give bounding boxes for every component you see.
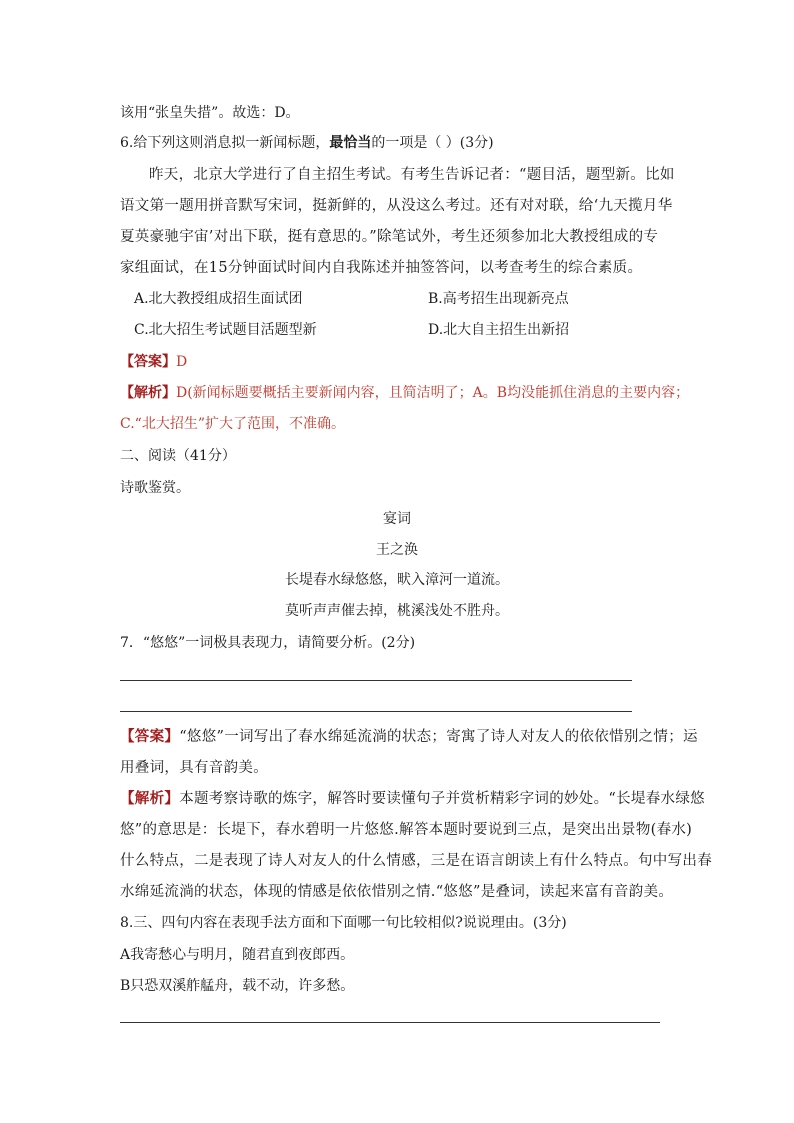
analysis-7-line-4: 水绵延流淌的状态，体现的情感是依依惜别之情.“悠悠”是叠词，读起来富有音韵美。 [120, 884, 674, 900]
analysis-7-text: 本题考察诗歌的炼字，解答时要读懂句子并赏析精彩字词的妙处。“长堤春水绿悠 [179, 791, 705, 807]
option-b: B.高考招生出现新亮点 [428, 291, 569, 307]
poem-line-2: 莫听声声催去掉，桃溪浅处不胜舟。 [285, 603, 509, 619]
option-a: A.北大教授组成招生面试团 [134, 291, 303, 307]
poem-author: 王之涣 [376, 542, 418, 558]
answer-7-text: “悠悠”一词写出了春水绵延流淌的状态；寄寓了诗人对友人的依依惜别之情；运 [179, 729, 698, 745]
line-prev-answer: 该用“张皇失措”。故选：D。 [120, 105, 300, 121]
answer-line-3 [120, 1022, 660, 1023]
answer-7-line-1 [120, 727, 698, 747]
q6-prefix: 6.给下列这则消息拟一新闻标题， [120, 135, 330, 151]
analysis-text: D(新闻标题要概括主要新闻内容，且简洁明了；A。B均没能抓住消息的主要内容； [176, 385, 690, 401]
answer-6 [120, 352, 187, 372]
analysis-7-line-2: 悠”的意思是：长堤下，春水碧明一片悠悠.解答本题时要说到三点，是突出出景物(春水) [120, 822, 693, 838]
poem-title: 宴词 [383, 511, 411, 527]
analysis-6-line-2: C.“北大招生”扩大了范围，不准确。 [120, 416, 345, 432]
passage-line-2: 语文第一题用拼音默写宋词，挺新鲜的，从没这么考过。还有对对联，给‘九天揽月华 [120, 198, 673, 214]
answer-value: D [176, 354, 188, 370]
answer-tag: 【答案】 [120, 354, 176, 370]
poem-line-1: 长堤春水绿悠悠，畎入漳河一道流。 [285, 572, 509, 588]
passage-line-3: 夏英豪驰宇宙’对出下联，挺有意思的。”除笔试外，考生还须参加北大教授组成的专 [120, 229, 659, 245]
question-8: 8.三、四句内容在表现手法方面和下面哪一句比较相似?说说理由。(3分) [120, 915, 567, 931]
analysis-7-line-1 [120, 789, 705, 809]
analysis-7-line-3: 什么特点，二是表现了诗人对友人的什么情感，三是在语言朗读上有什么特点。句中写出春 [120, 853, 712, 869]
question-8-option-b: B只恐双溪舴艋舟，载不动，许多愁。 [120, 978, 355, 994]
analysis-6-line-1 [120, 383, 689, 403]
poem-intro: 诗歌鉴赏。 [120, 480, 190, 496]
analysis-7-tag: 【解析】 [120, 790, 180, 807]
answer-7-tag: 【答案】 [120, 728, 180, 745]
analysis-tag: 【解析】 [120, 385, 176, 401]
option-c: C.北大招生考试题目活题型新 [134, 322, 317, 338]
q6-suffix: 的一项是（ ）(3分) [371, 135, 494, 151]
passage-line-1: 昨天，北京大学进行了自主招生考试。有考生告诉记者：“题目活，题型新。比如 [149, 167, 675, 183]
question-6 [120, 133, 494, 153]
question-8-option-a: A我寄愁心与明月，随君直到夜郎西。 [120, 947, 355, 963]
section-2-heading: 二、阅读（41分） [120, 448, 236, 464]
question-7: 7．“悠悠”一词极具表现力，请简要分析。(2分) [120, 635, 416, 651]
answer-line-2 [120, 711, 632, 712]
answer-line-1 [120, 680, 632, 681]
passage-line-4: 家组面试，在15分钟面试时间内自我陈述并抽签答问，以考查考生的综合素质。 [120, 260, 643, 276]
option-d: D.北大自主招生出新招 [428, 322, 570, 338]
answer-7-line-2: 用叠词，具有音韵美。 [120, 760, 268, 776]
q6-emphasis: 最恰当 [329, 135, 372, 151]
